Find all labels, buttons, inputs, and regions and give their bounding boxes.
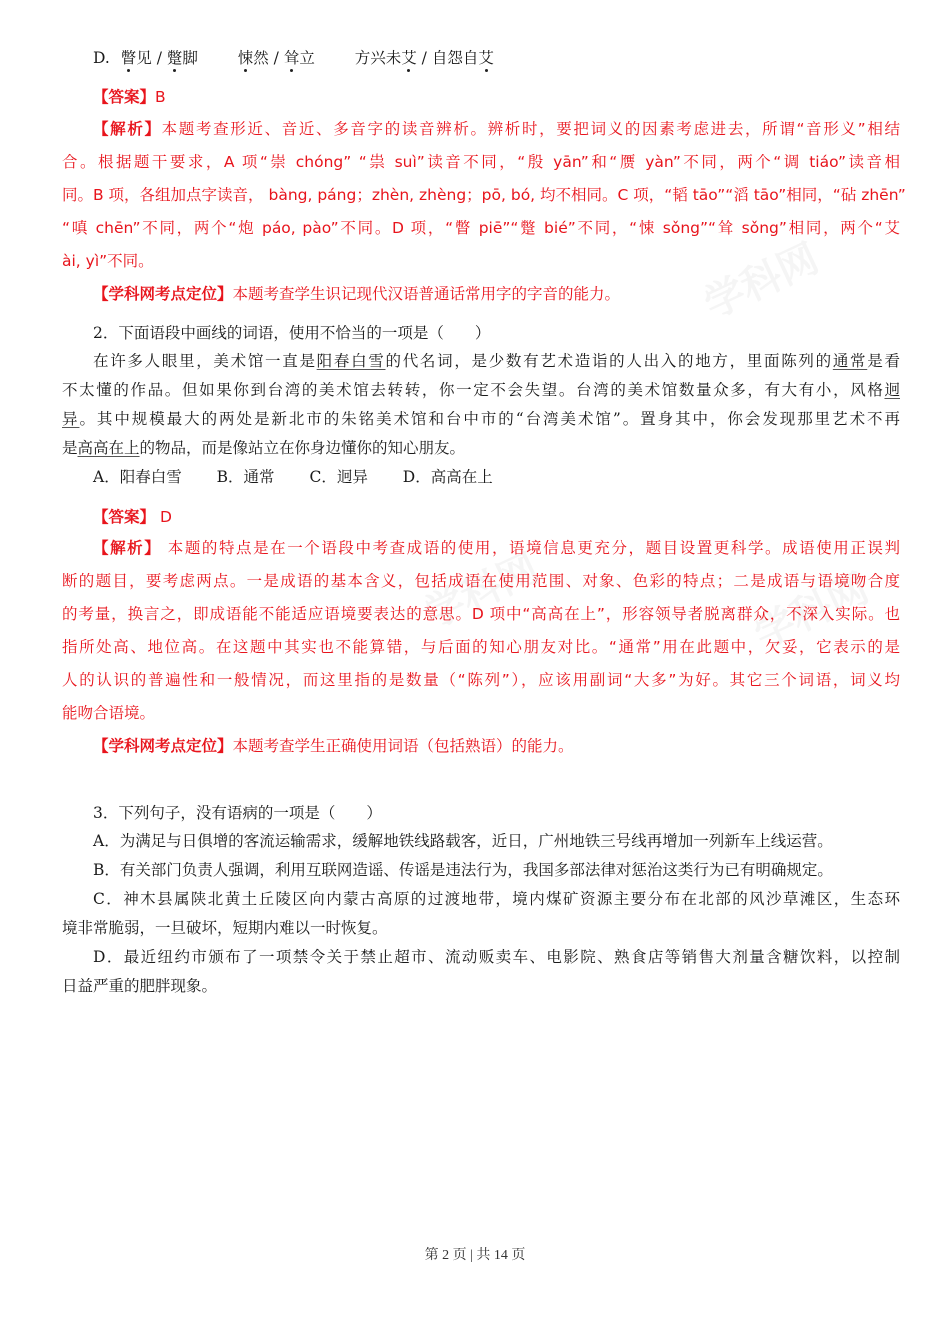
q1-analysis-line-4: “嗔 chēn”不同，两个“炮 páo, pào”不同。D 项，“瞥 piē”“蹩 bié”不同，“悚 sǒng”“耸 sǒng”相同，两个“艾: [62, 219, 900, 237]
q3-option-d-line-2: 日益严重的肥胖现象。: [62, 977, 218, 995]
q3-option-c-line-2: 境非常脆弱，一旦破坏，短期内难以一时恢复。: [62, 919, 388, 937]
location-label: 【学科网考点定位】: [93, 737, 233, 755]
location-label: 【学科网考点定位】: [93, 285, 233, 303]
underlined-term: 异: [62, 410, 80, 428]
option-d-group-1: 瞥见 / 蹩脚: [120, 49, 203, 67]
q2-passage-line-2: 不太懂的作品。但如果你到台湾的美术馆去转转，你一定不会失望。台湾的美术馆数量众多，有大有小，风格迥: [62, 381, 900, 399]
q2-passage-line-1: 在许多人眼里，美术馆一直是阳春白雪的代名词，是少数有艺术造诣的人出入的地方，里面陈列的通常是看: [93, 352, 900, 370]
watermark: 学科网: [747, 565, 876, 658]
q1-analysis-line-1: 【解析】本题考查形近、音近、多音字的读音辨析。辨析时，要把词义的因素考虑进去，所谓“音形义”相结: [93, 120, 900, 138]
underlined-term: 通常: [832, 352, 868, 370]
underlined-term: 阳春白雪: [316, 352, 386, 370]
q3-option-a: A．为满足与日俱增的客流运输需求，缓解地铁线路载客，近日，广州地铁三号线再增加一列新车上线运营。: [93, 832, 833, 850]
q2-analysis-line-6: 能吻合语境。: [62, 704, 156, 722]
analysis-label: 【解析】: [93, 120, 162, 138]
q2-answer: [62, 506, 931, 528]
q2-option-b: B．通常: [216, 468, 275, 486]
underlined-term: 迥: [884, 381, 900, 399]
q2-analysis-line-2: 断的题目，要考虑两点。一是成语的基本含义，包括成语在使用范围、对象、色彩的特点；二是成语与语境吻合度: [62, 572, 900, 590]
q3-stem: 3．下列句子，没有语病的一项是（ ）: [93, 804, 382, 822]
q2-options: [62, 466, 931, 488]
page-number: 第 2 页 | 共 14 页: [424, 1248, 526, 1263]
watermark: 学科网: [417, 545, 546, 638]
watermark: 学科网: [697, 235, 826, 328]
q1-location: 【学科网考点定位】本题考查学生识记现代汉语普通话常用字的字音的能力。: [93, 285, 621, 303]
q1-analysis-line-5: ài, yì”不同。: [62, 252, 154, 270]
option-d-group-2: 悚然 / 耸立: [237, 49, 320, 67]
q1-option-d: D. 瞥见 / 蹩脚 悚然 / 耸立 方兴未艾 / 自怨自艾: [93, 49, 494, 67]
q2-analysis-line-5: 人的认识的普遍性和一般情况，而这里指的是数量（“陈列”），应该用副词“大多”为好。其它三个词语，词义均: [62, 671, 900, 689]
q2-passage-line-3: 异。其中规模最大的两处是新北市的朱铭美术馆和台中市的“台湾美术馆”。置身其中，你会发现那里艺术不再: [62, 410, 900, 428]
q2-option-a: A．阳春白雪: [93, 468, 182, 486]
q2-option-c: C．迥异: [309, 468, 368, 486]
underlined-term: 高高在上: [77, 439, 140, 457]
q3-option-c-line-1: C．神木县属陕北黄土丘陵区向内蒙古高原的过渡地带，境内煤矿资源主要分布在北部的风沙草滩区，生态环: [93, 890, 900, 908]
q2-analysis-line-4: 指所处高、地位高。在这题中其实也不能算错，与后面的知心朋友对比。“通常”用在此题中，欠妥，它表示的是: [62, 638, 900, 656]
analysis-label: 【解析】: [93, 539, 162, 557]
q3-option-d-line-1: D．最近纽约市颁布了一项禁令关于禁止超市、流动贩卖车、电影院、熟食店等销售大剂量含糖饮料，以控制: [93, 948, 900, 966]
option-d-group-3: 方兴未艾 / 自怨自艾: [354, 49, 494, 67]
answer-label: 【答案】: [93, 508, 156, 526]
answer-label: 【答案】: [93, 88, 156, 106]
q1-analysis-line-3: 同。B 项，各组加点字读音， bàng, páng；zhèn, zhèng；pō, bó, 均不相同。C 项，“韬 tāo”“滔 tāo”相同，“砧 zhēn”: [62, 186, 906, 204]
q1-answer: [62, 86, 931, 108]
q2-passage-line-4: 是高高在上的物品，而是像站立在你身边懂你的知心朋友。: [62, 439, 466, 457]
q1-analysis-line-2: 合。根据题干要求，A 项“崇 chóng” “祟 suì”读音不同，“殷 yān”和“赝 yàn”不同，两个“调 tiáo”读音相: [62, 153, 900, 171]
answer-value: D: [159, 508, 172, 526]
answer-value: B: [155, 88, 166, 106]
q2-stem: 2．下面语段中画线的词语，使用不恰当的一项是（ ）: [93, 324, 491, 342]
q2-analysis-line-3: 的考量，换言之，即成语能不能适应语境要表达的意思。D 项中“高高在上”，形容领导者脱离群众，不深入实际。也: [62, 605, 900, 623]
q2-option-d: D．高高在上: [402, 468, 493, 486]
q3-option-b: B．有关部门负责人强调，利用互联网造谣、传谣是违法行为，我国多部法律对惩治这类行为已有明确规定。: [93, 861, 833, 879]
q2-analysis-line-1: 【解析】 本题的特点是在一个语段中考查成语的使用，语境信息更充分，题目设置更科学。成语使用正误判: [93, 539, 900, 557]
q2-location: 【学科网考点定位】本题考查学生正确使用词语（包括熟语）的能力。: [93, 737, 574, 755]
